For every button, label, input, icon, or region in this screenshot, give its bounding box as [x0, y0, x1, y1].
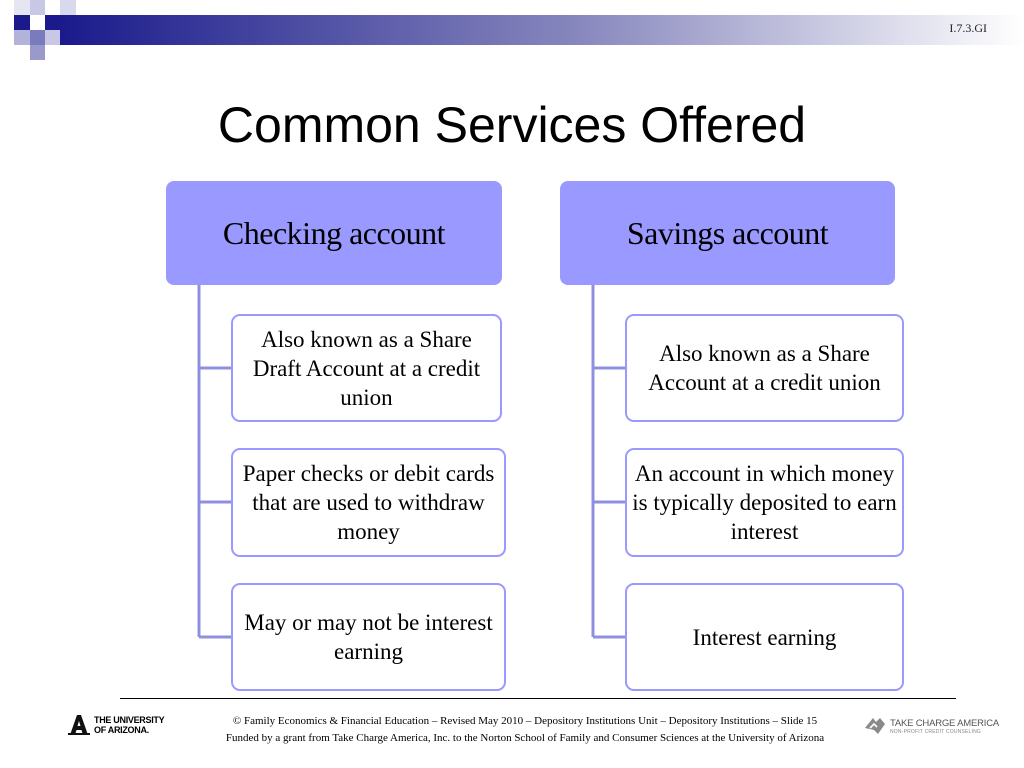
take-charge-tagline: NON-PROFIT CREDIT COUNSELING	[890, 728, 981, 735]
university-logo-line1: THE UNIVERSITY	[94, 715, 165, 725]
take-charge-america-logo	[864, 716, 999, 736]
slide-title: Common Services Offered	[217, 97, 807, 153]
university-logo-line2: OF ARIZONA.	[94, 725, 149, 735]
footer-copyright: © Family Economics & Financial Education – Revised May 2010 – Depository Institutions Unit – Depository Institutions – Slide 15	[232, 715, 818, 727]
footer-divider	[120, 698, 956, 699]
take-charge-name: TAKE CHARGE AMERICA	[890, 717, 999, 729]
checking-item-share-draft: Also known as a Share Draft Account at a credit union	[231, 314, 502, 422]
arizona-a-icon	[68, 714, 90, 736]
checking-account-header: Checking account	[166, 181, 502, 285]
header-decoration	[0, 0, 1024, 62]
footer-funding: Funded by a grant from Take Charge America, Inc. to the Norton School of Family and Consumer Sciences at the University of Arizona	[225, 732, 825, 744]
slide-code: I.7.3.GI	[949, 21, 987, 35]
savings-item-interest-earning: Interest earning	[625, 583, 904, 691]
savings-item-deposit-interest: An account in which money is typically deposited to earn interest	[625, 448, 904, 557]
footer-text	[180, 713, 870, 747]
savings-account-header: Savings account	[560, 181, 895, 285]
savings-item-share-account: Also known as a Share Account at a credit union	[625, 314, 904, 422]
checking-item-interest-maybe: May or may not be interest earning	[231, 583, 506, 691]
university-of-arizona-logo	[68, 714, 164, 736]
take-charge-mark-icon	[864, 716, 886, 736]
checking-item-paper-checks: Paper checks or debit cards that are used to withdraw money	[231, 448, 506, 557]
